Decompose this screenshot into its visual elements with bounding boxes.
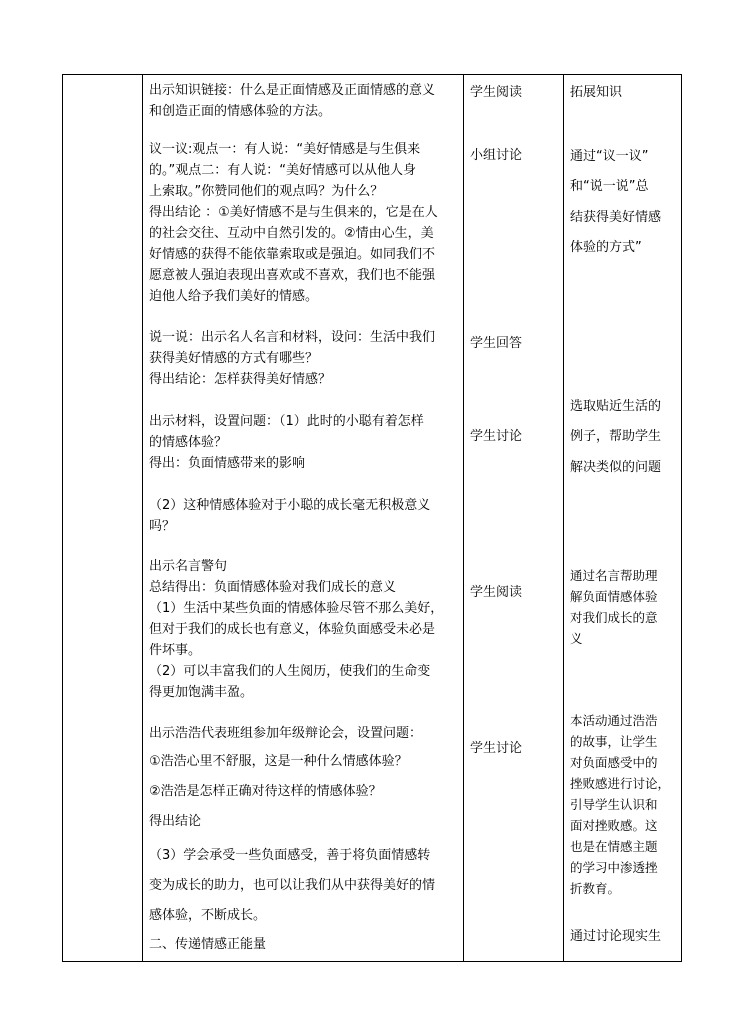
text-line: 出示知识链接：什么是正面情感及正面情感的意义 xyxy=(149,83,436,98)
text-line: 的故事，让学生 xyxy=(570,734,658,749)
text-line: 例子，帮助学生 xyxy=(570,429,662,444)
text-line: 和创造正面的情感体验的方法。 xyxy=(149,104,332,119)
text-line: 得出：负面情感带来的影响 xyxy=(149,456,306,471)
text-line: 挫败感进行讨论， xyxy=(570,776,671,791)
text-line: 出示名言警句 xyxy=(149,559,228,574)
text-line: 得出结论 ：①美好情感不是与生俱来的，它是在人 xyxy=(149,205,438,220)
text-line: 吗？ xyxy=(149,519,176,534)
column-divider-2 xyxy=(463,75,464,961)
text-line: ①浩浩心里不舒服，这是一种什么情感体验？ xyxy=(149,754,408,769)
text-line: 出示浩浩代表班组参加年级辩论会，设置问题： xyxy=(149,726,423,741)
text-line: 也是在情感主题 xyxy=(570,839,658,854)
activity-label: 学生回答 xyxy=(470,336,523,351)
text-line: 说一说：出示名人名言和材料，设问：生活中我们 xyxy=(149,330,436,345)
text-line: 体验的方式” xyxy=(570,240,642,255)
activity-label: 学生讨论 xyxy=(470,741,523,756)
text-line: 通过名言帮助理 xyxy=(570,568,658,583)
text-line: 解决类似的问题 xyxy=(570,460,662,475)
text-line: 得出结论：怎样获得美好情感？ xyxy=(149,372,332,387)
text-line: 得更加饱满丰盈。 xyxy=(149,685,254,700)
column-divider-3 xyxy=(563,75,564,961)
text-line: 愿意被人强迫表现出喜欢或不喜欢，我们也不能强 xyxy=(149,268,436,283)
activity-label: 学生讨论 xyxy=(470,429,523,444)
text-line: 迫他人给予我们美好的情感。 xyxy=(149,289,319,304)
text-line: 面对挫败感。这 xyxy=(570,818,658,833)
text-line: 折教育。 xyxy=(570,881,621,896)
text-line: 得出结论 xyxy=(149,814,202,829)
text-line: 的情感体验？ xyxy=(149,435,228,450)
text-line: 但对于我们的成长也有意义，体验负面感受未必是 xyxy=(149,622,436,637)
text-line: 对负面感受中的 xyxy=(570,755,658,770)
column-divider-1 xyxy=(142,75,143,961)
activity-label: 学生阅读 xyxy=(470,85,523,100)
text-line: 上索取。”你赞同他们的观点吗？为什么？ xyxy=(149,184,384,199)
activity-label: 小组讨论 xyxy=(470,148,523,163)
text-line: 义 xyxy=(570,631,583,646)
text-line: 出示材料，设置问题：（1）此时的小聪有着怎样 xyxy=(149,414,424,429)
text-line: 选取贴近生活的 xyxy=(570,399,662,414)
text-line: 感体验，不断成长。 xyxy=(149,908,267,923)
text-line: 变为成长的助力，也可以让我们从中获得美好的情 xyxy=(149,878,436,893)
intent-label: 拓展知识 xyxy=(570,85,623,100)
text-line: （3）学会承受一些负面感受，善于将负面情感转 xyxy=(149,848,431,863)
text-line: 好情感的获得不能依靠索取或是强迫。如同我们不 xyxy=(149,247,436,262)
text-line: 的社会交往、互动中自然引发的。②情由心生，美 xyxy=(149,226,434,241)
text-line: 解负面情感体验 xyxy=(570,589,658,604)
text-line: 本活动通过浩浩 xyxy=(570,713,658,728)
text-line: （2）可以丰富我们的人生阅历，使我们的生命变 xyxy=(149,664,431,679)
section-heading: 二、传递情感正能量 xyxy=(149,937,267,952)
text-line: 件坏事。 xyxy=(149,643,202,658)
text-line: 获得美好情感的方式有哪些？ xyxy=(149,351,319,366)
text-line: 对我们成长的意 xyxy=(570,610,658,625)
text-line: 结获得美好情感 xyxy=(570,210,662,225)
text-line: 议一议:观点一：有人说：“美好情感是与生俱来 xyxy=(149,142,421,157)
intent-label: 通过讨论现实生 xyxy=(570,929,662,944)
text-line: 和“说一说”总 xyxy=(570,179,649,194)
text-line: 引导学生认识和 xyxy=(570,797,658,812)
activity-label: 学生阅读 xyxy=(470,585,523,600)
text-line: （1）生活中某些负面的情感体验尽管不那么美好， xyxy=(149,601,444,616)
text-line: 总结得出：负面情感体验对我们成长的意义 xyxy=(149,580,397,595)
text-line: 的。”观点二：有人说：“美好情感可以从他人身 xyxy=(149,163,416,178)
text-line: ②浩浩是怎样正确对待这样的情感体验？ xyxy=(149,784,382,799)
text-line: （2）这种情感体验对于小聪的成长毫无积极意义 xyxy=(149,498,431,513)
text-line: 通过“议一议” xyxy=(570,149,649,164)
text-line: 的学习中渗透挫 xyxy=(570,860,658,875)
